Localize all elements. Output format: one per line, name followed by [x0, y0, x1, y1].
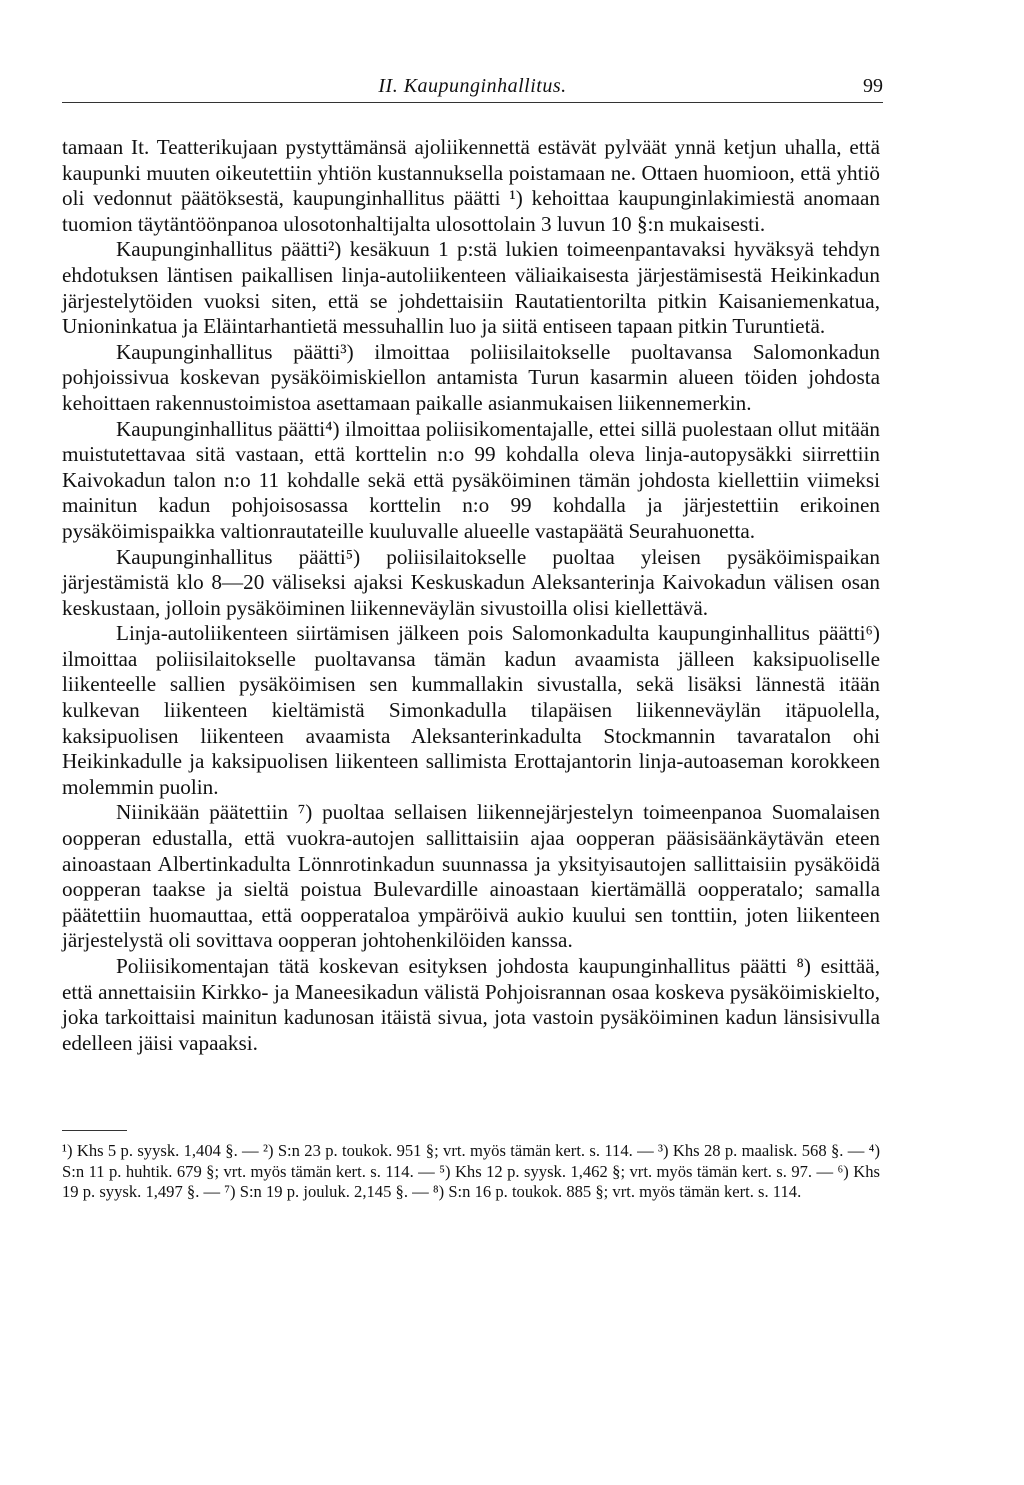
chapter-title: II. Kaupunginhallitus. — [378, 75, 567, 97]
page-number: 99 — [863, 75, 883, 97]
paragraph: Poliisikomentajan tätä koskevan esityksen johdosta kaupunginhallitus päätti ⁸) esittää, että annettaisiin Kirkko- ja Maneesikadun välistä Pohjoisrannan osaa koskeva pysäköimiskielto, joka tarkoittaisi mainitun kadunosan itäistä sivua, jota vastoin pysäköiminen kadun länsisivulla edelleen jäisi vapaaksi. — [62, 954, 880, 1055]
paragraph: Linja-autoliikenteen siirtämisen jälkeen pois Salomonkadulta kaupunginhallitus päätti⁶) ilmoittaa poliisilaitokselle puoltavansa tämän kadun avaamista jälleen kaksipuoliselle liikenteelle sallien pysäköimisen sen kummallakin sivustalla, sekä lisäksi lännestä itään kulkevan liikenteen kieltämistä Simonkadulla tilapäisen liikenneväylän itäpuolella, kaksipuolisen liikenteen avaamista Aleksanterinkadulta Stockmannin tavaratalon ohi Heikinkadulle ja kaksipuolisen liikenteen sallimista Erottajantorin linja-autoaseman korokkeen molemmin puolin. — [62, 621, 880, 799]
footnote-rule — [62, 1130, 127, 1131]
running-header — [62, 72, 883, 103]
paragraph: Kaupunginhallitus päätti³) ilmoittaa poliisilaitokselle puoltavansa Salomonkadun pohjoissivua koskevan pysäköimiskiellon antamista Turun kasarmin alueen töiden johdosta kehoittaen rakennustoimistoa asettamaan paikalle asianmukaisen liikennemerkin. — [62, 339, 880, 415]
body-text — [62, 135, 880, 1056]
paragraph: Kaupunginhallitus päätti⁴) ilmoittaa poliisikomentajalle, ettei sillä puolestaan ollut mitään muistutettavaa sitä vastaan, että korttelin n:o 99 kohdalla oleva linja-autopysäkki siirrettiin Kaivokadun talon n:o 11 kohdalle sekä että pysäköiminen tämän johdosta kiellettiin viimeksi mainitun kadun pohjoisosassa korttelin n:o 99 kohdalla ja järjestettiin erikoinen pysäköimispaikka valtionrautateille kuuluvalle alueelle vastapäätä Seurahuonetta. — [62, 416, 880, 543]
paragraph: Kaupunginhallitus päätti⁵) poliisilaitokselle puoltaa yleisen pysäköimispaikan järjestämistä klo 8—20 väliseksi ajaksi Keskuskadun Aleksanterinja Kaivokadun välisen osan keskustaan, jolloin pysäköiminen liikenneväylän sivustoilla olisi kiellettävä. — [62, 544, 880, 620]
paragraph: Kaupunginhallitus päätti²) kesäkuun 1 p:stä lukien toimeenpantavaksi hyväksyä tehdyn ehdotuksen läntisen paikallisen linja-autoliikenteen väliaikaisesta järjestämisestä Heikinkadun järjestelytöiden vuoksi siten, että se johdettaisiin Rautatientorilta pitkin Kaisaniemenkatua, Unioninkatua ja Eläintarhantietä messuhallin luo ja siitä entiseen tapaan pitkin Turuntietä. — [62, 237, 880, 339]
paragraph-continued: tamaan It. Teatterikujaan pystyttämänsä ajoliikennettä estävät pylväät ynnä ketjun uhalla, että kaupunki muuten oikeutettiin yhtiön kustannuksella poistamaan ne. Ottaen huomioon, että yhtiö oli vedonnut päätöksestä, kaupunginhallitus päätti ¹) kehoittaa kaupunginlakimiestä anomaan tuomion täytäntöönpanoa ulosotonhaltijalta ulosottolain 3 luvun 10 §:n mukaisesti. — [62, 135, 880, 236]
footnotes — [62, 1130, 880, 1203]
paragraph: Niinikään päätettiin ⁷) puoltaa sellaisen liikennejärjestelyn toimeenpanoa Suomalaisen oopperan edustalla, että vuokra-autojen sallittaisiin ajaa oopperan pääsisäänkäytävän eteen ainoastaan Albertinkadulta Lönnrotinkadun suunnassa ja yksityisautojen sallittaisiin pysäköidä oopperan taakse ja sieltä poistua Bulevardille ainoastaan kiertämällä oopperatalo; samalla päätettiin huomauttaa, että oopperataloa ympäröivä aukio kuului sen tonttiin, joten liikenteen järjestelystä oli sovittava oopperan johtohenkilöiden kanssa. — [62, 800, 880, 953]
footnote-text: ¹) Khs 5 p. syysk. 1,404 §. — ²) S:n 23 p. toukok. 951 §; vrt. myös tämän kert. s. 114. — ³) Khs 28 p. maalisk. 568 §. — ⁴) S:n 11 p. huhtik. 679 §; vrt. myös tämän kert. s. 114. — ⁵) Khs 12 p. syysk. 1,462 §; vrt. myös tämän kert. s. 97. — ⁶) Khs 19 p. syysk. 1,497 §. — ⁷) S:n 19 p. jouluk. 2,145 §. — ⁸) S:n 16 p. toukok. 885 §; vrt. myös tämän kert. s. 114. — [62, 1141, 880, 1201]
